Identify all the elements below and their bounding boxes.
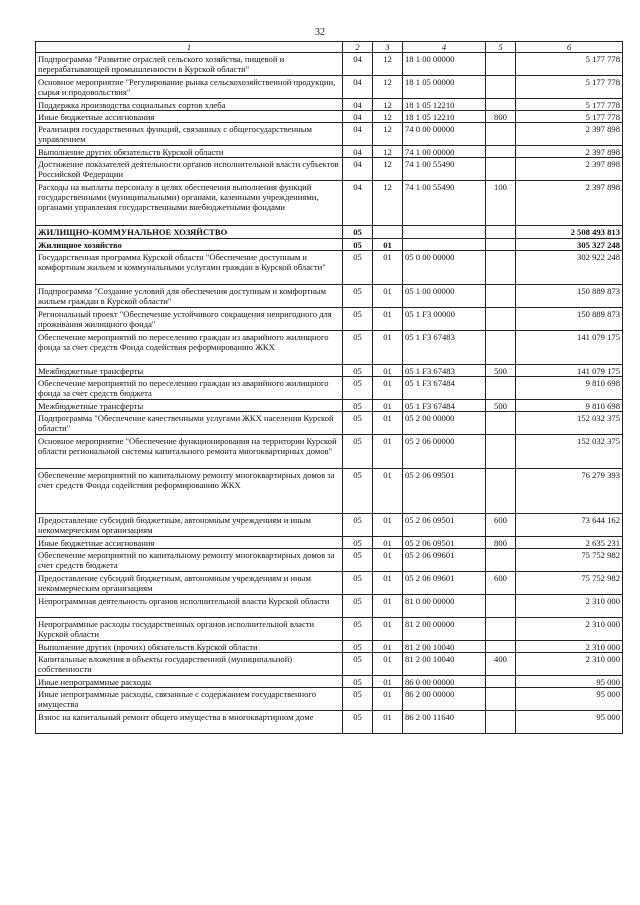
column-header-name: 1 (36, 42, 343, 53)
row-expense-type: 100 (486, 181, 516, 226)
row-amount: 75 752 982 (516, 549, 623, 572)
row-section: 05 (343, 572, 373, 595)
row-amount: 2 310 000 (516, 653, 623, 676)
row-target-article: 86 0 00 00000 (403, 676, 486, 688)
row-amount: 2 310 000 (516, 595, 623, 618)
table-row (36, 99, 623, 111)
row-section: 04 (343, 53, 373, 76)
table-row (36, 537, 623, 549)
row-subsection: 01 (373, 435, 403, 469)
row-expense-type (486, 285, 516, 308)
table-row (36, 653, 623, 676)
row-expense-type (486, 76, 516, 99)
row-subsection: 01 (373, 688, 403, 711)
row-name: Иные непрограммные расходы (36, 676, 343, 688)
row-expense-type: 500 (486, 365, 516, 377)
row-expense-type (486, 641, 516, 653)
row-section: 05 (343, 676, 373, 688)
row-name: Обеспечение мероприятий по капитальному ремонту многоквартирных домов за счет средств бюджета (36, 549, 343, 572)
row-amount: 9 810 698 (516, 377, 623, 400)
row-expense-type (486, 618, 516, 641)
row-target-article: 05 2 06 09501 (403, 514, 486, 537)
row-amount: 5 177 778 (516, 53, 623, 76)
row-subsection: 12 (373, 158, 403, 181)
row-expense-type: 600 (486, 514, 516, 537)
row-expense-type (486, 251, 516, 285)
row-amount: 141 079 175 (516, 331, 623, 365)
row-expense-type (486, 595, 516, 618)
row-subsection: 12 (373, 123, 403, 146)
row-subsection: 12 (373, 146, 403, 158)
row-section: 05 (343, 688, 373, 711)
table-row (36, 251, 623, 285)
table-row (36, 412, 623, 435)
row-section: 05 (343, 239, 373, 251)
row-name: Иные бюджетные ассигнования (36, 537, 343, 549)
row-subsection: 01 (373, 365, 403, 377)
row-expense-type (486, 469, 516, 514)
row-name: Предоставление субсидий бюджетным, автономным учреждениям и иным некоммерческим организациям (36, 572, 343, 595)
table-row (36, 572, 623, 595)
table-body (36, 53, 623, 734)
table-row (36, 331, 623, 365)
row-target-article: 05 2 06 09601 (403, 549, 486, 572)
column-header-target-article: 4 (403, 42, 486, 53)
row-expense-type (486, 239, 516, 251)
row-target-article: 74 1 00 55490 (403, 181, 486, 226)
row-amount: 302 922 248 (516, 251, 623, 285)
row-expense-type (486, 146, 516, 158)
row-subsection: 01 (373, 239, 403, 251)
row-target-article: 05 2 06 09501 (403, 537, 486, 549)
row-subsection: 01 (373, 331, 403, 365)
row-section: 05 (343, 412, 373, 435)
row-section: 04 (343, 111, 373, 123)
row-section: 04 (343, 123, 373, 146)
row-amount: 95 000 (516, 711, 623, 734)
row-target-article: 18 1 05 12210 (403, 111, 486, 123)
row-target-article: 05 1 F3 00000 (403, 308, 486, 331)
row-section: 04 (343, 99, 373, 111)
table-row (36, 181, 623, 226)
row-target-article: 05 1 F3 67483 (403, 365, 486, 377)
table-row (36, 514, 623, 537)
table-row (36, 711, 623, 734)
table-row (36, 239, 623, 251)
row-amount: 75 752 982 (516, 572, 623, 595)
row-section: 05 (343, 595, 373, 618)
row-section: 05 (343, 618, 373, 641)
row-subsection: 01 (373, 618, 403, 641)
table-row (36, 285, 623, 308)
table-row (36, 469, 623, 514)
row-target-article: 05 2 06 00000 (403, 435, 486, 469)
row-expense-type (486, 99, 516, 111)
row-target-article: 81 2 00 10040 (403, 641, 486, 653)
row-expense-type (486, 549, 516, 572)
row-target-article: 05 2 00 00000 (403, 412, 486, 435)
row-name: Обеспечение мероприятий по капитальному ремонту многоквартирных домов за счет средств Фонда содействия реформированию ЖКХ (36, 469, 343, 514)
row-expense-type (486, 308, 516, 331)
row-name: Подпрограмма "Развитие отраслей сельского хозяйства, пищевой и перерабатывающей промышленности в Курской области" (36, 53, 343, 76)
row-name: Межбюджетные трансферты (36, 365, 343, 377)
row-subsection: 12 (373, 181, 403, 226)
row-section: 05 (343, 400, 373, 412)
row-name: Непрограммные расходы государственных органов исполнительной власти Курской области (36, 618, 343, 641)
row-subsection: 01 (373, 285, 403, 308)
row-amount: 76 279 393 (516, 469, 623, 514)
row-subsection: 01 (373, 537, 403, 549)
row-subsection: 12 (373, 76, 403, 99)
row-section: 05 (343, 285, 373, 308)
row-section: 05 (343, 537, 373, 549)
row-name: Жилищное хозяйство (36, 239, 343, 251)
column-header-subsection: 3 (373, 42, 403, 53)
row-subsection: 01 (373, 641, 403, 653)
row-amount: 9 810 698 (516, 400, 623, 412)
table-row (36, 549, 623, 572)
row-section: 05 (343, 653, 373, 676)
column-header-section: 2 (343, 42, 373, 53)
row-subsection: 01 (373, 412, 403, 435)
row-amount: 2 310 000 (516, 641, 623, 653)
row-expense-type: 600 (486, 572, 516, 595)
row-amount: 2 310 000 (516, 618, 623, 641)
row-section: 05 (343, 469, 373, 514)
row-expense-type (486, 412, 516, 435)
row-amount: 150 889 873 (516, 308, 623, 331)
row-target-article: 18 1 00 00000 (403, 53, 486, 76)
row-section: 04 (343, 181, 373, 226)
row-amount: 2 397 898 (516, 146, 623, 158)
row-subsection: 01 (373, 400, 403, 412)
row-target-article: 86 2 00 11640 (403, 711, 486, 734)
row-name: Обеспечение мероприятий по переселению граждан из аварийного жилищного фонда за счет средств бюджета (36, 377, 343, 400)
row-subsection: 12 (373, 99, 403, 111)
row-subsection: 01 (373, 251, 403, 285)
row-target-article: 05 1 F3 67484 (403, 400, 486, 412)
table-row (36, 595, 623, 618)
row-name: Региональный проект "Обеспечение устойчивого сокращения непригодного для проживания жилищного фонда" (36, 308, 343, 331)
row-expense-type (486, 226, 516, 239)
row-expense-type (486, 123, 516, 146)
row-section: 05 (343, 514, 373, 537)
row-target-article: 74 1 00 55490 (403, 158, 486, 181)
row-name: Основное мероприятие "Регулирование рынка сельскохозяйственной продукции, сырья и продовольствия" (36, 76, 343, 99)
row-name: Реализация государственных функций, связанных с общегосударственным управлением (36, 123, 343, 146)
row-name: Предоставление субсидий бюджетным, автономным учреждениям и иным некоммерческим организациям (36, 514, 343, 537)
row-amount: 5 177 778 (516, 99, 623, 111)
table-row (36, 158, 623, 181)
row-section: 05 (343, 365, 373, 377)
row-expense-type: 800 (486, 111, 516, 123)
row-expense-type (486, 158, 516, 181)
row-target-article: 74 1 00 00000 (403, 146, 486, 158)
table-row (36, 641, 623, 653)
row-section: 04 (343, 76, 373, 99)
row-amount: 2 635 231 (516, 537, 623, 549)
row-expense-type (486, 331, 516, 365)
row-amount: 95 000 (516, 688, 623, 711)
row-name: Непрограммная деятельность органов исполнительной власти Курской области (36, 595, 343, 618)
table-row (36, 146, 623, 158)
row-name: Подпрограмма "Обеспечение качественными услугами ЖКХ населения Курской области" (36, 412, 343, 435)
row-amount: 2 397 898 (516, 123, 623, 146)
row-section: 05 (343, 226, 373, 239)
row-expense-type: 800 (486, 537, 516, 549)
row-subsection: 01 (373, 595, 403, 618)
table-row (36, 226, 623, 239)
row-target-article: 74 0 00 00000 (403, 123, 486, 146)
row-amount: 150 889 873 (516, 285, 623, 308)
row-name: Подпрограмма "Создание условий для обеспечения доступным и комфортным жильем граждан в Курской области" (36, 285, 343, 308)
row-amount: 141 079 175 (516, 365, 623, 377)
row-target-article: 81 2 00 00000 (403, 618, 486, 641)
row-amount: 152 032 375 (516, 435, 623, 469)
table-row (36, 400, 623, 412)
row-target-article: 81 0 00 00000 (403, 595, 486, 618)
row-amount: 73 644 162 (516, 514, 623, 537)
row-section: 05 (343, 251, 373, 285)
row-expense-type: 400 (486, 653, 516, 676)
row-amount: 5 177 778 (516, 111, 623, 123)
row-section: 05 (343, 377, 373, 400)
row-target-article: 05 1 00 00000 (403, 285, 486, 308)
row-amount: 5 177 778 (516, 76, 623, 99)
column-header-amount: 6 (516, 42, 623, 53)
table-row (36, 76, 623, 99)
row-name: Выполнение других обязательств Курской области (36, 146, 343, 158)
row-section: 05 (343, 435, 373, 469)
row-subsection: 01 (373, 653, 403, 676)
row-subsection: 01 (373, 676, 403, 688)
row-amount: 152 032 375 (516, 412, 623, 435)
row-subsection: 12 (373, 53, 403, 76)
row-subsection: 01 (373, 711, 403, 734)
row-name: Иные непрограммные расходы, связанные с содержанием государственного имущества (36, 688, 343, 711)
table-header-row (36, 42, 623, 53)
row-expense-type (486, 377, 516, 400)
table-row (36, 123, 623, 146)
row-expense-type (486, 435, 516, 469)
row-subsection: 01 (373, 308, 403, 331)
row-section: 05 (343, 308, 373, 331)
table-row (36, 618, 623, 641)
row-name: Межбюджетные трансферты (36, 400, 343, 412)
row-section: 05 (343, 641, 373, 653)
page-number: 32 (315, 27, 325, 38)
row-name: Основное мероприятие "Обеспечение функционирования на территории Курской области региональной системы капитального ремонта многоквартирных домов" (36, 435, 343, 469)
row-name: Достижение показателей деятельности органов исполнительной власти субъектов Российской Федерации (36, 158, 343, 181)
row-name: Взнос на капитальный ремонт общего имущества в многоквартирном доме (36, 711, 343, 734)
row-name: Выполнение других (прочих) обязательств Курской области (36, 641, 343, 653)
table-row (36, 111, 623, 123)
row-target-article: 81 2 00 10040 (403, 653, 486, 676)
row-name: Обеспечение мероприятий по переселению граждан из аварийного жилищного фонда за счет средств Фонда содействия реформированию ЖКХ (36, 331, 343, 365)
row-name: Поддержка производства социальных сортов хлеба (36, 99, 343, 111)
table-row (36, 308, 623, 331)
row-expense-type (486, 711, 516, 734)
row-subsection: 01 (373, 469, 403, 514)
row-amount: 305 327 248 (516, 239, 623, 251)
row-target-article (403, 239, 486, 251)
table-row (36, 435, 623, 469)
table-row (36, 676, 623, 688)
row-target-article: 05 2 06 09501 (403, 469, 486, 514)
row-expense-type: 500 (486, 400, 516, 412)
row-section: 05 (343, 331, 373, 365)
row-amount: 2 397 898 (516, 158, 623, 181)
row-subsection: 01 (373, 514, 403, 537)
row-target-article: 18 1 05 12210 (403, 99, 486, 111)
table-row (36, 688, 623, 711)
row-target-article: 05 0 00 00000 (403, 251, 486, 285)
row-subsection: 01 (373, 549, 403, 572)
row-expense-type (486, 688, 516, 711)
row-name: ЖИЛИЩНО-КОММУНАЛЬНОЕ ХОЗЯЙСТВО (36, 226, 343, 239)
row-amount: 2 508 493 813 (516, 226, 623, 239)
table-row (36, 365, 623, 377)
row-section: 04 (343, 158, 373, 181)
row-section: 05 (343, 549, 373, 572)
row-amount: 95 000 (516, 676, 623, 688)
table-row (36, 377, 623, 400)
row-subsection: 12 (373, 111, 403, 123)
row-expense-type (486, 676, 516, 688)
row-section: 04 (343, 146, 373, 158)
row-target-article: 18 1 05 00000 (403, 76, 486, 99)
row-section: 05 (343, 711, 373, 734)
budget-table (35, 41, 623, 734)
row-name: Капитальные вложения в объекты государственной (муниципальной) собственности (36, 653, 343, 676)
row-amount: 2 397 898 (516, 181, 623, 226)
row-target-article: 05 1 F3 67483 (403, 331, 486, 365)
row-name: Иные бюджетные ассигнования (36, 111, 343, 123)
row-subsection: 01 (373, 377, 403, 400)
row-name: Государственная программа Курской области "Обеспечение доступным и комфортным жильем и коммунальными услугами граждан в Курской области" (36, 251, 343, 285)
row-target-article: 05 1 F3 67484 (403, 377, 486, 400)
row-subsection (373, 226, 403, 239)
row-expense-type (486, 53, 516, 76)
row-subsection: 01 (373, 572, 403, 595)
column-header-expense-type: 5 (486, 42, 516, 53)
row-target-article: 86 2 00 00000 (403, 688, 486, 711)
row-name: Расходы на выплаты персоналу в целях обеспечения выполнения функций государственными (муниципальными) органами, казенными учреждениями, органами управления государственными внебюджетными фондами (36, 181, 343, 226)
row-target-article: 05 2 06 09601 (403, 572, 486, 595)
table-row (36, 53, 623, 76)
row-target-article (403, 226, 486, 239)
